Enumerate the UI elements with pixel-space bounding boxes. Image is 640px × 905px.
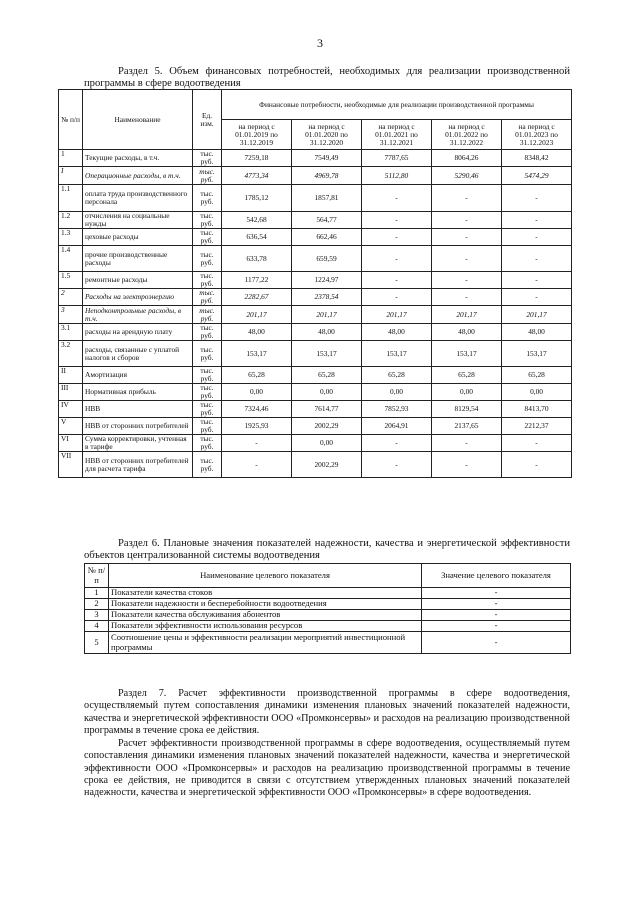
cell-value: 201,17 bbox=[292, 306, 362, 324]
cell-value: 65,28 bbox=[502, 367, 572, 384]
cell-value: 0,00 bbox=[432, 384, 502, 401]
cell-value: 65,28 bbox=[362, 367, 432, 384]
col-header-value: Значение целевого показателя bbox=[422, 564, 571, 588]
table-row bbox=[59, 272, 572, 289]
cell-value: 153,17 bbox=[362, 341, 432, 367]
section6-heading-text: Раздел 6. Плановые значения показателей надежности, качества и энергетической эффективности объектов централизованной системы водоотведения bbox=[84, 538, 570, 561]
cell-value: - bbox=[362, 185, 432, 212]
cell-value: - bbox=[362, 272, 432, 289]
cell-value: - bbox=[222, 452, 292, 478]
table-row bbox=[59, 452, 572, 478]
cell-no: V bbox=[59, 418, 83, 435]
cell-unit: тыс. руб. bbox=[193, 289, 222, 306]
cell-value: 1224,97 bbox=[292, 272, 362, 289]
financial-needs-table bbox=[58, 89, 572, 478]
cell-value: 2212,37 bbox=[502, 418, 572, 435]
cell-value: 0,00 bbox=[292, 435, 362, 452]
cell-value: 48,00 bbox=[292, 324, 362, 341]
cell-unit: тыс. руб. bbox=[193, 401, 222, 418]
cell-no: 2 bbox=[85, 599, 109, 610]
cell-value: 2282,67 bbox=[222, 289, 292, 306]
cell-unit: тыс. руб. bbox=[193, 384, 222, 401]
cell-name: Операционные расходы, в т.ч. bbox=[83, 167, 193, 185]
cell-value: 4969,78 bbox=[292, 167, 362, 185]
cell-no: IV bbox=[59, 401, 83, 418]
table-row bbox=[85, 621, 571, 632]
cell-value: - bbox=[502, 229, 572, 246]
cell-name: прочие производственные расходы bbox=[83, 246, 193, 272]
col-header-unit: Ед. изм. bbox=[193, 90, 222, 150]
cell-no: 2 bbox=[59, 289, 83, 306]
cell-value: 8413,70 bbox=[502, 401, 572, 418]
cell-unit: тыс. руб. bbox=[193, 418, 222, 435]
cell-name: отчисления на социальные нужды bbox=[83, 212, 193, 229]
cell-unit: тыс. руб. bbox=[193, 150, 222, 167]
cell-unit: тыс. руб. bbox=[193, 246, 222, 272]
table-row bbox=[85, 610, 571, 621]
cell-value: - bbox=[362, 289, 432, 306]
cell-no: 1.3 bbox=[59, 229, 83, 246]
cell-value: 153,17 bbox=[292, 341, 362, 367]
cell-value: - bbox=[502, 212, 572, 229]
target-indicators-table bbox=[84, 563, 571, 654]
cell-name: Соотношение цены и эффективности реализации мероприятий инвестиционной программы bbox=[109, 632, 422, 654]
cell-value: 2002,29 bbox=[292, 452, 362, 478]
cell-value: - bbox=[422, 621, 571, 632]
cell-no: 3.1 bbox=[59, 324, 83, 341]
cell-value: - bbox=[422, 588, 571, 599]
cell-value: 48,00 bbox=[502, 324, 572, 341]
cell-value: - bbox=[362, 452, 432, 478]
cell-no: 1.5 bbox=[59, 272, 83, 289]
cell-unit: тыс. руб. bbox=[193, 324, 222, 341]
cell-value: - bbox=[502, 246, 572, 272]
section7-paragraph-1-text: Раздел 7. Расчет эффективности производственной программы в сфере водоотведения, осуществляемый путем сопоставления динамики изменения плановых значений показателей надежности, качества и энергетической эффективности ООО «Промконсервы» и расходов на реализацию производственной программы в течение срока ее действия. bbox=[84, 688, 570, 736]
cell-value: 2002,29 bbox=[292, 418, 362, 435]
cell-value: 564,77 bbox=[292, 212, 362, 229]
col-header-period: на период с 01.01.2019 по 31.12.2019 bbox=[222, 120, 292, 150]
section7-paragraph-2-text: Расчет эффективности производственной программы в сфере водоотведения, осуществляемый путем сопоставления динамики изменения плановых значений показателей надежности, качества и энергетической эффективности ООО «Промконсервы» и расходов на реализацию производственной программы в течение срока ее действия, не приводится в связи с отсутствием утвержденных плановых значений показателей надежности, качества и энергетической эффективности ООО «Промконсервы» в сфере водоотведения. bbox=[84, 738, 570, 799]
cell-value: 542,68 bbox=[222, 212, 292, 229]
cell-no: 3 bbox=[85, 610, 109, 621]
cell-name: оплата труда производственного персонала bbox=[83, 185, 193, 212]
table-row bbox=[59, 212, 572, 229]
cell-value: 5290,46 bbox=[432, 167, 502, 185]
cell-value: - bbox=[502, 272, 572, 289]
cell-unit: тыс. руб. bbox=[193, 452, 222, 478]
cell-value: 1857,81 bbox=[292, 185, 362, 212]
cell-value: - bbox=[432, 452, 502, 478]
cell-value: - bbox=[362, 212, 432, 229]
cell-value: 0,00 bbox=[362, 384, 432, 401]
cell-name: Неподконтрольные расходы, в т.ч. bbox=[83, 306, 193, 324]
table-row bbox=[59, 150, 572, 167]
cell-value: - bbox=[432, 229, 502, 246]
page-number: 3 bbox=[317, 36, 323, 50]
cell-unit: тыс. руб. bbox=[193, 167, 222, 185]
cell-value: 2137,65 bbox=[432, 418, 502, 435]
cell-value: 7259,18 bbox=[222, 150, 292, 167]
cell-name: Сумма корректировки, учтенная в тарифе bbox=[83, 435, 193, 452]
cell-name: ремонтные расходы bbox=[83, 272, 193, 289]
cell-no: VII bbox=[59, 452, 83, 478]
cell-value: - bbox=[432, 272, 502, 289]
cell-unit: тыс. руб. bbox=[193, 185, 222, 212]
cell-value: - bbox=[432, 212, 502, 229]
table-row bbox=[59, 324, 572, 341]
cell-value: 48,00 bbox=[222, 324, 292, 341]
cell-name: НВВ от сторонних потребителей для расчета тарифа bbox=[83, 452, 193, 478]
cell-value: 48,00 bbox=[362, 324, 432, 341]
cell-value: 65,28 bbox=[222, 367, 292, 384]
cell-unit: тыс. руб. bbox=[193, 435, 222, 452]
table-row bbox=[59, 418, 572, 435]
cell-no: III bbox=[59, 384, 83, 401]
cell-no: 1.2 bbox=[59, 212, 83, 229]
table-row bbox=[59, 167, 572, 185]
cell-unit: тыс. руб. bbox=[193, 212, 222, 229]
cell-value: 1785,12 bbox=[222, 185, 292, 212]
cell-unit: тыс. руб. bbox=[193, 341, 222, 367]
cell-value: 8129,54 bbox=[432, 401, 502, 418]
cell-value: 636,54 bbox=[222, 229, 292, 246]
table-row bbox=[85, 599, 571, 610]
cell-value: - bbox=[222, 435, 292, 452]
cell-value: - bbox=[422, 599, 571, 610]
cell-name: Амортизация bbox=[83, 367, 193, 384]
cell-value: 5474,29 bbox=[502, 167, 572, 185]
cell-value: 65,28 bbox=[432, 367, 502, 384]
cell-value: - bbox=[432, 289, 502, 306]
table-row bbox=[59, 185, 572, 212]
cell-name: Расходы на электроэнергию bbox=[83, 289, 193, 306]
table-row bbox=[59, 246, 572, 272]
cell-value: 153,17 bbox=[502, 341, 572, 367]
cell-value: 1925,93 bbox=[222, 418, 292, 435]
col-header-period: на период с 01.01.2021 по 31.12.2021 bbox=[362, 120, 432, 150]
cell-no: 4 bbox=[85, 621, 109, 632]
table-row bbox=[85, 632, 571, 654]
table-row bbox=[59, 229, 572, 246]
cell-value: 662,46 bbox=[292, 229, 362, 246]
cell-name: Показатели надежности и бесперебойности водоотведения bbox=[109, 599, 422, 610]
cell-value: 7549,49 bbox=[292, 150, 362, 167]
table-row bbox=[59, 306, 572, 324]
cell-value: 0,00 bbox=[502, 384, 572, 401]
section5-heading-text: Раздел 5. Объем финансовых потребностей, необходимых для реализации производственной программы в сфере водоотведения bbox=[84, 66, 570, 89]
table-row bbox=[59, 341, 572, 367]
col-header-no: № п/п bbox=[59, 90, 83, 150]
cell-unit: тыс. руб. bbox=[193, 367, 222, 384]
section7-paragraph-2 bbox=[84, 738, 570, 799]
cell-name: расходы на арендную плату bbox=[83, 324, 193, 341]
cell-value: 7614,77 bbox=[292, 401, 362, 418]
cell-value: - bbox=[362, 229, 432, 246]
cell-value: 7324,46 bbox=[222, 401, 292, 418]
cell-no: VI bbox=[59, 435, 83, 452]
cell-value: - bbox=[422, 610, 571, 621]
cell-value: 201,17 bbox=[222, 306, 292, 324]
cell-value: 2064,91 bbox=[362, 418, 432, 435]
cell-value: - bbox=[432, 246, 502, 272]
cell-value: 8064,26 bbox=[432, 150, 502, 167]
col-header-name: Наименование целевого показателя bbox=[109, 564, 422, 588]
cell-value: - bbox=[432, 435, 502, 452]
cell-no: I bbox=[59, 167, 83, 185]
cell-value: - bbox=[362, 246, 432, 272]
cell-value: 153,17 bbox=[432, 341, 502, 367]
cell-value: 659,59 bbox=[292, 246, 362, 272]
cell-value: 7787,65 bbox=[362, 150, 432, 167]
cell-value: - bbox=[432, 185, 502, 212]
col-header-period: на период с 01.01.2020 по 31.12.2020 bbox=[292, 120, 362, 150]
cell-value: 153,17 bbox=[222, 341, 292, 367]
table-row bbox=[59, 289, 572, 306]
cell-no: 3 bbox=[59, 306, 83, 324]
cell-name: Показатели качества стоков bbox=[109, 588, 422, 599]
table-row bbox=[85, 588, 571, 599]
section7-paragraph-1 bbox=[84, 688, 570, 737]
cell-name: Показатели эффективности использования ресурсов bbox=[109, 621, 422, 632]
cell-value: 201,17 bbox=[502, 306, 572, 324]
cell-value: 7852,93 bbox=[362, 401, 432, 418]
cell-value: 2378,54 bbox=[292, 289, 362, 306]
cell-value: 8348,42 bbox=[502, 150, 572, 167]
cell-name: цеховые расходы bbox=[83, 229, 193, 246]
cell-value: 5112,80 bbox=[362, 167, 432, 185]
cell-value: 48,00 bbox=[432, 324, 502, 341]
cell-value: 201,17 bbox=[432, 306, 502, 324]
table-row bbox=[59, 401, 572, 418]
cell-no: 1 bbox=[59, 150, 83, 167]
cell-no: 1.1 bbox=[59, 185, 83, 212]
section6-heading bbox=[84, 538, 570, 561]
cell-no: II bbox=[59, 367, 83, 384]
cell-name: НВВ bbox=[83, 401, 193, 418]
col-header-period: на период с 01.01.2022 по 31.12.2022 bbox=[432, 120, 502, 150]
cell-unit: тыс. руб. bbox=[193, 306, 222, 324]
cell-no: 1.4 bbox=[59, 246, 83, 272]
col-header-group: Финансовые потребности, необходимые для реализации производственной программы bbox=[222, 90, 572, 120]
cell-value: 633,78 bbox=[222, 246, 292, 272]
cell-name: Показатели качества обслуживания абонентов bbox=[109, 610, 422, 621]
table-row bbox=[59, 367, 572, 384]
cell-no: 1 bbox=[85, 588, 109, 599]
cell-value: 65,28 bbox=[292, 367, 362, 384]
cell-value: 1177,22 bbox=[222, 272, 292, 289]
col-header-no: № п/п bbox=[85, 564, 109, 588]
table-row bbox=[59, 435, 572, 452]
cell-value: - bbox=[502, 452, 572, 478]
cell-unit: тыс. руб. bbox=[193, 229, 222, 246]
cell-value: - bbox=[422, 632, 571, 654]
cell-value: - bbox=[362, 435, 432, 452]
cell-value: 4773,34 bbox=[222, 167, 292, 185]
cell-name: НВВ от сторонних потребителей bbox=[83, 418, 193, 435]
cell-value: 0,00 bbox=[222, 384, 292, 401]
cell-value: 0,00 bbox=[292, 384, 362, 401]
cell-name: расходы, связанные с уплатой налогов и сборов bbox=[83, 341, 193, 367]
cell-no: 3.2 bbox=[59, 341, 83, 367]
cell-name: Нормативная прибыль bbox=[83, 384, 193, 401]
cell-value: - bbox=[502, 435, 572, 452]
cell-value: - bbox=[502, 289, 572, 306]
cell-value: - bbox=[502, 185, 572, 212]
cell-value: 201,17 bbox=[362, 306, 432, 324]
cell-unit: тыс. руб. bbox=[193, 272, 222, 289]
cell-no: 5 bbox=[85, 632, 109, 654]
table-row bbox=[59, 384, 572, 401]
cell-name: Текущие расходы, в т.ч. bbox=[83, 150, 193, 167]
col-header-name: Наименование bbox=[83, 90, 193, 150]
section5-heading bbox=[84, 66, 570, 89]
col-header-period: на период с 01.01.2023 по 31.12.2023 bbox=[502, 120, 572, 150]
